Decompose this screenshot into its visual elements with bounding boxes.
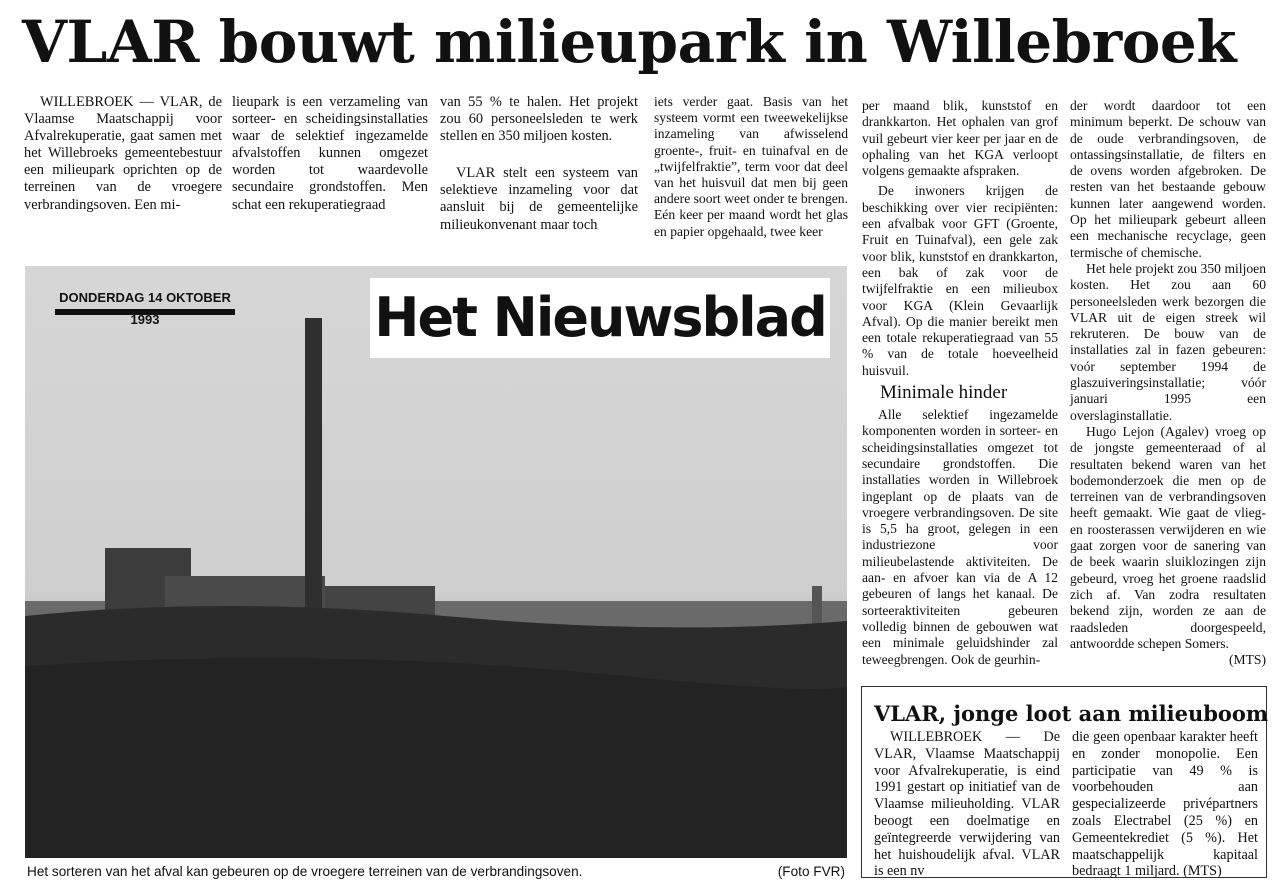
article-column-2	[232, 94, 428, 214]
article-column-1	[24, 94, 222, 214]
sidebar-article	[861, 686, 1267, 878]
article-column-3	[440, 94, 638, 234]
article-text: van 55 % te halen. Het projekt zou 60 personeelsleden te werk stellen en 350 miljoen kosten.	[440, 94, 638, 145]
author-signature: (MTS)	[1228, 652, 1266, 668]
photo-caption	[25, 860, 847, 884]
subheading: Minimale hinder	[880, 382, 1008, 404]
article-column-6	[1070, 98, 1266, 668]
sidebar-column-2: die geen openbaar karakter heeft en zonder monopolie. Een participatie van 49 % is voorbehouden aan gespecializeerde privépartners zoals Electrabel (25 %) en Gemeentekrediet (5 %). Het maatschappelijk kapitaal bedraagt 1 miljard. (MTS)	[1072, 729, 1258, 880]
article-text: lieupark is een verzameling van sorteer- en scheidingsinstallaties waar de selektief ingezamelde afvalstoffen kunnen omgezet worden tot waardevolle secundaire grondstoffen. Men schat een rekuperatiegraad	[232, 94, 428, 213]
masthead-logo: Het Nieuwsblad	[370, 278, 830, 358]
article-column-5	[862, 98, 1058, 668]
chimney	[305, 318, 322, 608]
article-text: De inwoners krijgen de beschikking over vier recipiënten: een afvalbak voor GFT (Groente, Fruit en Tuinafval), een gele zak voor blik, kunststof en drankkarton, een bak of zak voor de twijfelfraktie en een milieubox voor KGA (Klein Gevaarlijk Afval). Op die manier bereikt men een totale rekuperatiegraad van 55 % van de totale hoeveelheid huisvuil.	[862, 183, 1058, 378]
article-column-4	[654, 94, 848, 240]
article-text: der wordt daardoor tot een minimum beperkt. De schouw van de oude verbrandingsoven, de ontassingsinstallatie, de filters en de ovens worden afgebroken. De resten van het bestaande gebouw kunnen later aangewend worden. Op het milieupark gebeurt alleen een mechanische recyclage, geen termische of chemische.	[1070, 98, 1266, 260]
photo-credit: (Foto FVR)	[777, 864, 845, 879]
date-band: DONDERDAG 14 OKTOBER 1993	[55, 287, 235, 315]
article-text: Hugo Lejon (Agalev) vroeg op de jongste gemeenteraad of al resultaten bekend waren van het bodemonderzoek die men op de terreinen van de verbrandingsoven heeft gemaakt. Wie gaat de vlieg- en roosterassen verwijderen en wie gaat zorgen voor de sanering van de beek waarin sluiklozingen zijn gebeurd, vroeg het groene raadslid zich af. Van zodra resultaten bekend zijn, worden ze aan de raadsleden doorgespeeld, antwoordde schepen Somers.	[1070, 423, 1266, 651]
article-text: VLAR stelt een systeem van selektieve inzameling voor dat aansluit bij de gemeentelijke milieukonvenant maar toch	[440, 165, 638, 233]
article-text: WILLEBROEK — VLAR, de Vlaamse Maatschappij voor Afvalrekuperatie, gaat samen met het Willebroeks gemeentebestuur een milieupark oprichten op de terreinen van de vroegere verbrandingsoven. Een mi-	[24, 94, 222, 213]
news-photo	[25, 266, 847, 858]
article-text: iets verder gaat. Basis van het systeem vormt een tweewekelijkse inzameling van afwisselend groente-, fruit- en tuinafval en de „twijfelfraktie”, term voor dat deel van het huisvuil dat men bij geen andere soort weet onder te brengen. Eén keer per maand wordt het glas en papier opgehaald, twee keer	[654, 94, 849, 239]
caption-text: Het sorteren van het afval kan gebeuren op de vroegere terreinen van de verbrandingsoven.	[27, 864, 583, 879]
headline: VLAR bouwt milieupark in Willebroek	[22, 8, 1237, 76]
sidebar-column-1: WILLEBROEK — De VLAR, Vlaamse Maatschappij voor Afvalrekuperatie, is eind 1991 gestart op initiatief van de Vlaamse milieuholding. VLAR beoogt een doelmatige en geïntegreerde verwijdering van het huishoudelijk afval. VLAR is een nv	[874, 729, 1060, 880]
sidebar-article-title: VLAR, jonge loot aan milieuboom	[874, 701, 1269, 726]
article-text: Het hele projekt zou 350 miljoen kosten. Het zou aan 60 personeelsleden werk bezorgen die VLAR uit de eigen streek wil rekruteren. De bouw van de installaties zal in fazen gebeuren: voór september 1994 de glaszuiveringsinstallatie; vóór januari 1995 een overslaginstallatie.	[1070, 260, 1266, 423]
article-text: Alle selektief ingezamelde komponenten worden in sorteer- en scheidingsinstallaties omgezet tot secundaire grondstoffen. Die installaties worden in Willebroek ingeplant op de plaats van de vroegere verbrandingsoven. De site is 5,5 ha groot, gelegen in een industriezone voor milieubelastende aktiviteiten. De aan- en afvoer kan via de A 12 gebeuren of langs het kanaal. De sorteeraktiviteiten gebeuren volledig binnen de gebouwen wat een minimale geluidshinder zal teweegbrengen. Ook de geurhin-	[862, 407, 1058, 667]
article-text: per maand blik, kunststof en drankkarton. Het ophalen van grof vuil gebeurt vier keer per jaar en de ophaling van het KGA verloopt volgens gemaakte afspraken.	[862, 98, 1058, 179]
